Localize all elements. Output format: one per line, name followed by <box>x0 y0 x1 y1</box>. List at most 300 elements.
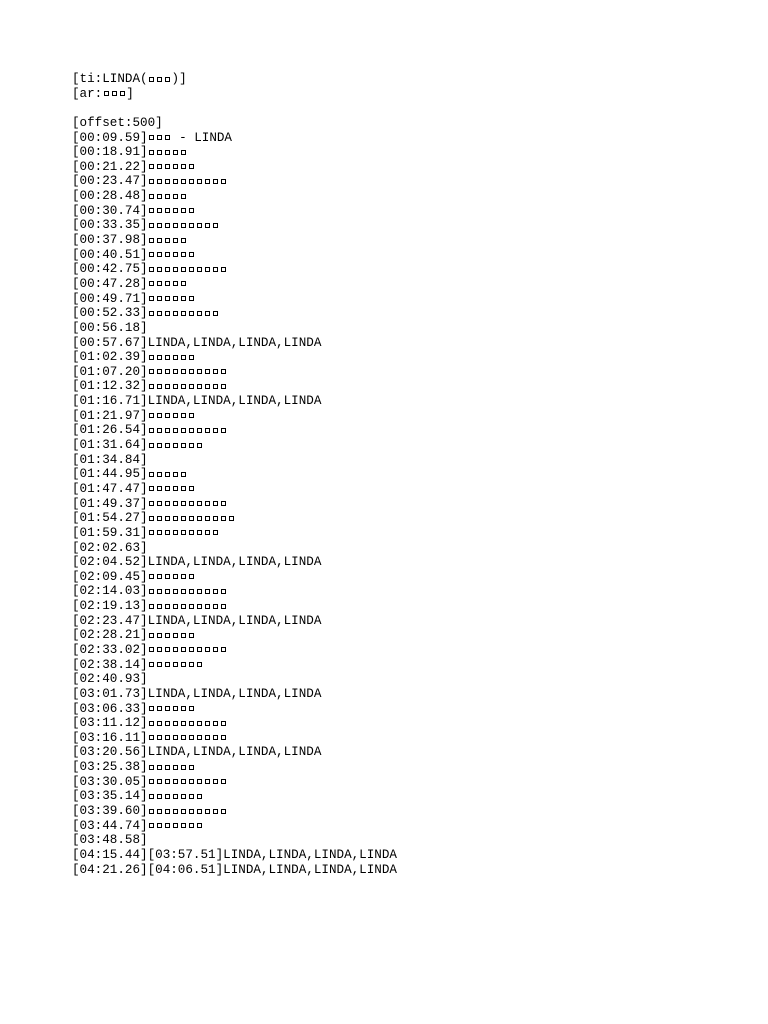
lyric-line <box>72 174 397 189</box>
missing-glyph-box <box>149 779 154 784</box>
missing-glyph-box <box>157 721 162 726</box>
missing-glyph-box <box>181 267 186 272</box>
lyric-line <box>72 643 397 658</box>
missing-glyph-box <box>173 296 178 301</box>
missing-glyph-box <box>181 633 186 638</box>
missing-glyph-box <box>229 516 234 521</box>
line-text: [03:01.73]LINDA,LINDA,LINDA,LINDA <box>72 686 322 701</box>
missing-glyph-box <box>221 516 226 521</box>
missing-glyph-box <box>197 443 202 448</box>
missing-glyph-box <box>157 809 162 814</box>
missing-glyph-box <box>157 355 162 360</box>
missing-glyph-box <box>221 589 226 594</box>
missing-glyph-box <box>205 735 210 740</box>
missing-glyph-box <box>189 809 194 814</box>
missing-glyph-box <box>181 369 186 374</box>
missing-glyph-box <box>173 501 178 506</box>
missing-glyph-box <box>157 413 162 418</box>
missing-glyph-box <box>165 604 170 609</box>
missing-glyph-box <box>173 443 178 448</box>
missing-glyph-box <box>189 355 194 360</box>
missing-glyph-box <box>173 208 178 213</box>
missing-glyph-box <box>149 662 154 667</box>
missing-glyph-box <box>197 735 202 740</box>
missing-glyph-box <box>173 179 178 184</box>
missing-glyph-box <box>157 647 162 652</box>
missing-glyph-box <box>181 311 186 316</box>
missing-glyph-box <box>181 223 186 228</box>
lyric-line <box>72 321 397 336</box>
missing-glyph-box <box>173 735 178 740</box>
missing-glyph-box <box>173 662 178 667</box>
missing-glyph-box <box>157 369 162 374</box>
missing-glyph-box <box>165 384 170 389</box>
missing-glyph-box <box>197 530 202 535</box>
missing-glyph-box <box>189 486 194 491</box>
missing-glyph-box <box>165 501 170 506</box>
missing-glyph-box <box>197 369 202 374</box>
missing-glyph-box <box>157 443 162 448</box>
missing-glyph-box <box>181 516 186 521</box>
missing-glyph-box <box>181 530 186 535</box>
missing-glyph-box <box>149 706 154 711</box>
missing-glyph-box <box>213 179 218 184</box>
lyric-line <box>72 628 397 643</box>
missing-glyph-box <box>149 135 154 140</box>
missing-glyph-box <box>181 384 186 389</box>
missing-glyph-box <box>149 311 154 316</box>
line-text: [03:39.60] <box>72 804 148 819</box>
lyric-line <box>72 570 397 585</box>
missing-glyph-box <box>165 530 170 535</box>
line-text: [02:14.03] <box>72 584 148 599</box>
missing-glyph-box <box>149 164 154 169</box>
missing-glyph-box <box>165 647 170 652</box>
missing-glyph-box <box>112 91 117 96</box>
lyric-line <box>72 526 397 541</box>
missing-glyph-box <box>189 779 194 784</box>
missing-glyph-box <box>213 501 218 506</box>
missing-glyph-box <box>157 150 162 155</box>
missing-glyph-box <box>157 501 162 506</box>
missing-glyph-box <box>181 735 186 740</box>
missing-glyph-box <box>173 721 178 726</box>
line-text: [02:28.21] <box>72 628 148 643</box>
missing-glyph-box <box>205 589 210 594</box>
missing-glyph-box <box>149 530 154 535</box>
line-text: [01:26.54] <box>72 423 148 438</box>
lyric-line <box>72 760 397 775</box>
missing-glyph-box <box>149 721 154 726</box>
missing-glyph-box <box>173 238 178 243</box>
missing-glyph-box <box>165 735 170 740</box>
missing-glyph-box <box>173 355 178 360</box>
line-text: [00:23.47] <box>72 174 148 189</box>
missing-glyph-box <box>165 77 170 82</box>
missing-glyph-box <box>189 589 194 594</box>
missing-glyph-box <box>157 574 162 579</box>
missing-glyph-box <box>165 574 170 579</box>
missing-glyph-box <box>157 604 162 609</box>
lyric-line <box>72 336 397 351</box>
line-text: [00:40.51] <box>72 247 148 262</box>
missing-glyph-box <box>157 735 162 740</box>
missing-glyph-box <box>149 809 154 814</box>
missing-glyph-box <box>189 296 194 301</box>
missing-glyph-box <box>189 823 194 828</box>
missing-glyph-box <box>189 164 194 169</box>
lyric-line <box>72 394 397 409</box>
missing-glyph-box <box>157 223 162 228</box>
missing-glyph-box <box>205 428 210 433</box>
missing-glyph-box <box>157 633 162 638</box>
missing-glyph-box <box>157 472 162 477</box>
lyric-line <box>72 423 397 438</box>
missing-glyph-box <box>205 779 210 784</box>
lyric-line <box>72 160 397 175</box>
missing-glyph-box <box>149 604 154 609</box>
lyric-line <box>72 497 397 512</box>
missing-glyph-box <box>173 574 178 579</box>
missing-glyph-box <box>221 647 226 652</box>
line-text: [02:02.63] <box>72 540 148 555</box>
missing-glyph-box <box>157 779 162 784</box>
missing-glyph-box <box>189 384 194 389</box>
line-text: [00:30.74] <box>72 203 148 218</box>
missing-glyph-box <box>221 428 226 433</box>
missing-glyph-box <box>189 794 194 799</box>
missing-glyph-box <box>221 369 226 374</box>
missing-glyph-box <box>213 311 218 316</box>
missing-glyph-box <box>189 662 194 667</box>
missing-glyph-box <box>165 662 170 667</box>
lyric-line <box>72 848 397 863</box>
missing-glyph-box <box>213 223 218 228</box>
missing-glyph-box <box>189 501 194 506</box>
line-text: [00:18.91] <box>72 145 148 160</box>
missing-glyph-box <box>197 589 202 594</box>
missing-glyph-box <box>173 779 178 784</box>
missing-glyph-box <box>104 91 109 96</box>
missing-glyph-box <box>157 164 162 169</box>
missing-glyph-box <box>221 179 226 184</box>
line-suffix: - LINDA <box>171 130 232 145</box>
missing-glyph-box <box>149 486 154 491</box>
missing-glyph-box <box>165 150 170 155</box>
lyric-line <box>72 248 397 263</box>
missing-glyph-box <box>181 164 186 169</box>
lyric-line <box>72 833 397 848</box>
missing-glyph-box <box>181 443 186 448</box>
missing-glyph-box <box>173 530 178 535</box>
missing-glyph-box <box>165 369 170 374</box>
missing-glyph-box <box>157 662 162 667</box>
missing-glyph-box <box>181 179 186 184</box>
missing-glyph-box <box>181 281 186 286</box>
missing-glyph-box <box>189 443 194 448</box>
missing-glyph-box <box>157 311 162 316</box>
missing-glyph-box <box>173 150 178 155</box>
missing-glyph-box <box>149 472 154 477</box>
missing-glyph-box <box>173 633 178 638</box>
missing-glyph-box <box>181 428 186 433</box>
lyric-line <box>72 789 397 804</box>
missing-glyph-box <box>213 735 218 740</box>
missing-glyph-box <box>213 809 218 814</box>
missing-glyph-box <box>197 647 202 652</box>
lyric-line <box>72 277 397 292</box>
lyric-line <box>72 731 397 746</box>
line-text: [00:56.18] <box>72 320 148 335</box>
line-text: [01:59.31] <box>72 525 148 540</box>
lyric-line <box>72 365 397 380</box>
line-text: [03:48.58] <box>72 833 148 848</box>
missing-glyph-box <box>157 281 162 286</box>
lyric-line <box>72 72 397 87</box>
missing-glyph-box <box>165 179 170 184</box>
missing-glyph-box <box>189 735 194 740</box>
missing-glyph-box <box>181 779 186 784</box>
missing-glyph-box <box>173 809 178 814</box>
lyric-line <box>72 131 397 146</box>
line-text: [02:38.14] <box>72 657 148 672</box>
missing-glyph-box <box>149 194 154 199</box>
lyric-line <box>72 672 397 687</box>
missing-glyph-box <box>181 296 186 301</box>
missing-glyph-box <box>189 516 194 521</box>
missing-glyph-box <box>149 823 154 828</box>
line-text: [04:21.26][04:06.51]LINDA,LINDA,LINDA,LINDA <box>72 862 397 877</box>
lyric-line <box>72 863 397 878</box>
line-text: [01:31.64] <box>72 438 148 453</box>
missing-glyph-box <box>165 472 170 477</box>
lyric-line <box>72 716 397 731</box>
line-text: [01:47.47] <box>72 481 148 496</box>
line-text: [03:16.11] <box>72 730 148 745</box>
missing-glyph-box <box>149 735 154 740</box>
missing-glyph-box <box>173 267 178 272</box>
missing-glyph-box <box>173 413 178 418</box>
line-text: [01:07.20] <box>72 364 148 379</box>
missing-glyph-box <box>213 267 218 272</box>
missing-glyph-box <box>189 721 194 726</box>
lyric-line <box>72 511 397 526</box>
missing-glyph-box <box>189 647 194 652</box>
line-text: [02:40.93] <box>72 672 148 687</box>
missing-glyph-box <box>157 208 162 213</box>
missing-glyph-box <box>197 516 202 521</box>
missing-glyph-box <box>149 633 154 638</box>
missing-glyph-box <box>181 501 186 506</box>
missing-glyph-box <box>165 794 170 799</box>
missing-glyph-box <box>157 238 162 243</box>
missing-glyph-box <box>157 706 162 711</box>
lyric-line <box>72 541 397 556</box>
missing-glyph-box <box>165 281 170 286</box>
missing-glyph-box <box>165 413 170 418</box>
missing-glyph-box <box>149 267 154 272</box>
lyric-line <box>72 116 397 131</box>
missing-glyph-box <box>181 150 186 155</box>
missing-glyph-box <box>165 355 170 360</box>
missing-glyph-box <box>157 765 162 770</box>
line-text: [00:57.67]LINDA,LINDA,LINDA,LINDA <box>72 335 322 350</box>
missing-glyph-box <box>205 223 210 228</box>
missing-glyph-box <box>149 223 154 228</box>
missing-glyph-box <box>165 589 170 594</box>
missing-glyph-box <box>181 472 186 477</box>
line-text: [04:15.44][03:57.51]LINDA,LINDA,LINDA,LINDA <box>72 847 397 862</box>
missing-glyph-box <box>149 647 154 652</box>
missing-glyph-box <box>221 501 226 506</box>
missing-glyph-box <box>189 633 194 638</box>
lyric-line <box>72 702 397 717</box>
missing-glyph-box <box>157 589 162 594</box>
line-text: [ar: <box>72 86 103 101</box>
line-text: [01:34.84] <box>72 452 148 467</box>
missing-glyph-box <box>205 530 210 535</box>
lyric-line <box>72 775 397 790</box>
missing-glyph-box <box>189 252 194 257</box>
missing-glyph-box <box>173 384 178 389</box>
missing-glyph-box <box>149 369 154 374</box>
missing-glyph-box <box>197 809 202 814</box>
missing-glyph-box <box>173 164 178 169</box>
missing-glyph-box <box>149 238 154 243</box>
line-text: [03:30.05] <box>72 774 148 789</box>
missing-glyph-box <box>189 428 194 433</box>
missing-glyph-box <box>189 369 194 374</box>
missing-glyph-box <box>149 208 154 213</box>
lyric-line <box>72 453 397 468</box>
missing-glyph-box <box>189 223 194 228</box>
missing-glyph-box <box>165 194 170 199</box>
line-text: [offset:500] <box>72 115 163 130</box>
missing-glyph-box <box>165 516 170 521</box>
missing-glyph-box <box>205 267 210 272</box>
lyric-line <box>72 218 397 233</box>
missing-glyph-box <box>173 794 178 799</box>
missing-glyph-box <box>221 267 226 272</box>
missing-glyph-box <box>157 135 162 140</box>
missing-glyph-box <box>165 823 170 828</box>
missing-glyph-box <box>189 765 194 770</box>
missing-glyph-box <box>197 604 202 609</box>
missing-glyph-box <box>173 369 178 374</box>
line-text: [00:09.59] <box>72 130 148 145</box>
lyric-line <box>72 292 397 307</box>
missing-glyph-box <box>165 223 170 228</box>
line-suffix: )] <box>171 72 187 86</box>
missing-glyph-box <box>181 589 186 594</box>
missing-glyph-box <box>173 194 178 199</box>
missing-glyph-box <box>165 779 170 784</box>
line-text: [02:33.02] <box>72 642 148 657</box>
line-text: [02:04.52]LINDA,LINDA,LINDA,LINDA <box>72 555 322 570</box>
missing-glyph-box <box>205 721 210 726</box>
missing-glyph-box <box>173 281 178 286</box>
missing-glyph-box <box>165 135 170 140</box>
missing-glyph-box <box>173 823 178 828</box>
missing-glyph-box <box>197 823 202 828</box>
missing-glyph-box <box>173 589 178 594</box>
lyric-line <box>72 204 397 219</box>
missing-glyph-box <box>157 267 162 272</box>
missing-glyph-box <box>221 809 226 814</box>
line-text: [00:52.33] <box>72 306 148 321</box>
missing-glyph-box <box>165 238 170 243</box>
missing-glyph-box <box>189 208 194 213</box>
lyric-line <box>72 306 397 321</box>
missing-glyph-box <box>120 91 125 96</box>
missing-glyph-box <box>173 486 178 491</box>
missing-glyph-box <box>213 589 218 594</box>
missing-glyph-box <box>173 765 178 770</box>
missing-glyph-box <box>197 428 202 433</box>
lyric-line <box>72 804 397 819</box>
missing-glyph-box <box>149 384 154 389</box>
missing-glyph-box <box>165 765 170 770</box>
missing-glyph-box <box>197 267 202 272</box>
missing-glyph-box <box>157 428 162 433</box>
missing-glyph-box <box>205 311 210 316</box>
lyric-line <box>72 145 397 160</box>
missing-glyph-box <box>173 647 178 652</box>
missing-glyph-box <box>149 574 154 579</box>
missing-glyph-box <box>213 779 218 784</box>
missing-glyph-box <box>165 428 170 433</box>
missing-glyph-box <box>181 647 186 652</box>
missing-glyph-box <box>205 809 210 814</box>
missing-glyph-box <box>181 238 186 243</box>
missing-glyph-box <box>157 179 162 184</box>
line-text: [00:37.98] <box>72 233 148 248</box>
line-text: [01:49.37] <box>72 496 148 511</box>
missing-glyph-box <box>181 765 186 770</box>
missing-glyph-box <box>197 223 202 228</box>
missing-glyph-box <box>149 428 154 433</box>
line-text: [03:44.74] <box>72 818 148 833</box>
missing-glyph-box <box>157 194 162 199</box>
missing-glyph-box <box>213 369 218 374</box>
missing-glyph-box <box>173 706 178 711</box>
missing-glyph-box <box>197 779 202 784</box>
missing-glyph-box <box>181 355 186 360</box>
line-suffix: ] <box>126 86 134 101</box>
missing-glyph-box <box>173 252 178 257</box>
missing-glyph-box <box>157 530 162 535</box>
missing-glyph-box <box>197 501 202 506</box>
line-text: [03:11.12] <box>72 716 148 731</box>
line-text: [03:20.56]LINDA,LINDA,LINDA,LINDA <box>72 745 322 760</box>
missing-glyph-box <box>157 486 162 491</box>
missing-glyph-box <box>181 794 186 799</box>
missing-glyph-box <box>165 809 170 814</box>
missing-glyph-box <box>149 794 154 799</box>
missing-glyph-box <box>149 501 154 506</box>
lyric-line <box>72 467 397 482</box>
missing-glyph-box <box>157 296 162 301</box>
missing-glyph-box <box>205 604 210 609</box>
missing-glyph-box <box>157 823 162 828</box>
missing-glyph-box <box>197 179 202 184</box>
lyric-line <box>72 555 397 570</box>
missing-glyph-box <box>173 311 178 316</box>
line-text: [03:06.33] <box>72 701 148 716</box>
missing-glyph-box <box>213 384 218 389</box>
line-text: [00:49.71] <box>72 291 148 306</box>
missing-glyph-box <box>189 530 194 535</box>
